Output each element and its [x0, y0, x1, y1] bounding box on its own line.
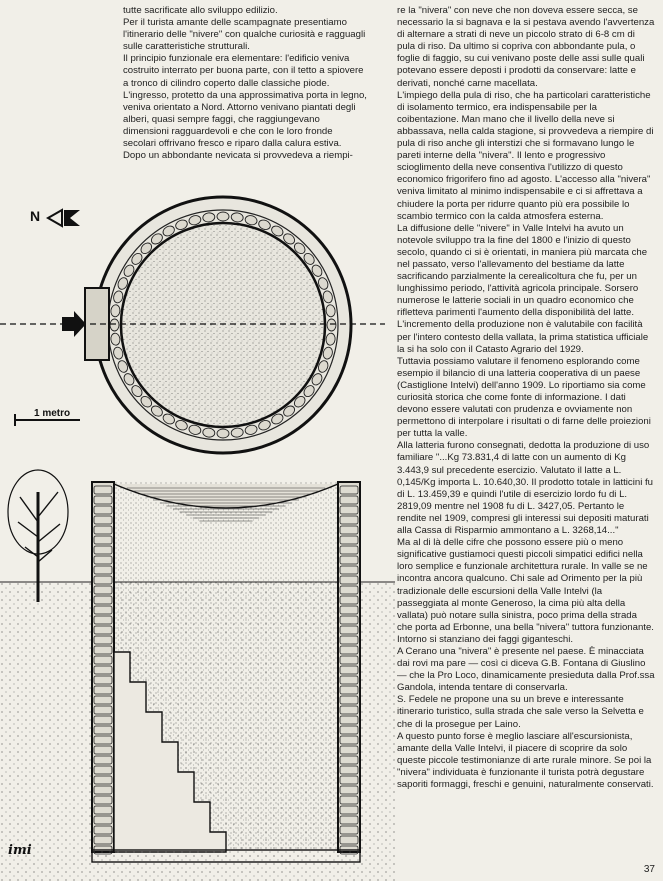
wall-stone — [217, 429, 229, 438]
paragraph: tutte sacrificate allo sviluppo edilizio. — [123, 5, 278, 16]
floor — [92, 850, 360, 862]
wall-stone — [217, 212, 229, 221]
left-text-column — [123, 5, 368, 162]
wall-stone — [327, 319, 336, 331]
scale-label: 1 metro — [34, 408, 71, 419]
paragraph: S. Fedele ne propone una su un breve e interessante itinerario turistico, sulla strada che sale verso la Selvetta e che di la prosegue per Laino. — [397, 694, 644, 730]
nivera-section-drawing — [0, 462, 395, 881]
paragraph: Per il turista amante delle scampagnate presentiamo l'itinerario delle "nivere" con qualche curiosità e ragguagli sulle caratteristiche strutturali. — [123, 17, 366, 53]
paragraph: Ma al di là delle cifre che possono essere più o meno significative gustiamoci questi piccoli simpatici edifici nella loro semplice e funzionale architettura rurale. In valle se ne incontra ancora qualcuno. Chi sale ad Orimento per la più tradizionale delle escursioni della Valle Intelvi (la passeggiata al monte Generoso, la cima più alta della vallata) può notare sulla sinistra, poco prima della strada che porta ad Erbonne, una bella "nivera" tuttora funzionante. Intorno si stanziano dei faggi giganteschi. — [397, 537, 654, 645]
wall-stone — [110, 319, 119, 331]
paragraph: Il principio funzionale era elementare: l'edificio veniva costruito interrato per buona parte, con il tetto a spiovere a tronco di cilindro coperto dalle classiche piode. — [123, 53, 364, 89]
right-text-column — [397, 5, 655, 857]
paragraph: A questo punto forse è meglio lasciare all'escursionista, amante della Valle Intelvi, il piacere di scoprire da solo queste piccole testimonianze di arte rurale minore. Se poi la "nivera" individuata è funzionante il turista potrà degustare saporiti formaggi, freschi e genuini, naturalmente conservati. — [397, 730, 654, 790]
paragraph: re la "nivera" con neve che non doveva essere secca, se necessario la si bagnava e la si pestava avendo l'avvertenza di alternare a strati di neve un piccolo strato di 6-8 cm di pula di riso. Da ultimo si copriva con abbondante pula, o foglie di faggio, su cui venivano poste delle assi sulle quali potevano essere deposti i prodotti da conservare: latte e derivati, nonché carne macellata. — [397, 5, 655, 89]
inner-floor — [121, 223, 325, 427]
paragraph: L'impiego della pula di riso, che ha particolari caratteristiche di isolamento termico, era indispensabile per la coibentazione. Man mano che il livello della neve si abbassava, nella calda stagione, si provvedeva a riempire di pula di riso anche gli interstizi che si formavano lungo le pareti interne della "nivera". Il lento e progressivo scioglimento della neve consentiva l'utilizzo di questo economico frigorifero fino ad agosto. L'accesso alla "nivera" veniva limitato al minimo indispensabile e ci si affrettava a chiudere la porta per ridurre quanto più era possibile lo scambio termico con la calda atmosfera esterna. — [397, 89, 654, 222]
paragraph: La diffusione delle "nivere" in Valle Intelvi ha avuto un notevole sviluppo tra la fine del 1800 e l'inizio di questo secolo, quando ci si è orientati, in maniera più marcata che nel passato, verso l'allevamento del bestiame da latte sacrificando parzialmente la cerealicoltura che fu, per un lunghissimo periodo, l'attività agricola principale. Sorsero numerose le latterie sociali in un quadro economico che rifletteva parimenti l'aumento della disponibilità del latte. L'incremento della produzione non è valutabile con facilità per l'intero contesto della vallata, la prima statistica ufficiale la si ha solo con il Catasto Agrario del 1929. — [397, 222, 649, 355]
arrow-icon — [62, 311, 86, 337]
paragraph: A Cerano una "nivera" è presente nel paese. È minacciata dai rovi ma pare — così ci diceva G.B. Fontana di Giuslino — che la Pro Loco, dinamicamente presieduta dalla Prof.ssa Gandola, intenda tentare di conservarla. — [397, 645, 655, 694]
paragraph: L'ingresso, protetto da una approssimativa porta in legno, veniva orientato a Nord. Attorno venivano piantati degli alberi, quasi sempre faggi, che raggiungevano dimensioni ragguardevoli e che con le loro fronde secolari offrivano fresco e riparo dalla calura estiva. — [123, 89, 367, 150]
paragraph: Alla latteria furono consegnati, dedotta la produzione di uso familiare "...Kg 73.831,4 di latte con un aumento di Kg 3.443,9 sul precedente esercizio. Valutato il latte a L. 0,145/Kg importa L. 10.640,30. Il prodotto totale in latticini fu di L. 13.459,39 e quindi l'utile di esercizio lordo fu di L. 2819,09 mentre nel 1908 fu di L. 3427,05. Pertanto le rendite nel 1909, compresi gli interessi sui depositi maturati alla Cassa di Risparmio ammontano a L. 3268,14..." — [397, 440, 653, 537]
paragraph: Dopo un abbondante nevicata si provvedeva a riempi- — [123, 150, 353, 162]
artist-signature: imi — [8, 843, 32, 858]
page-number: 37 — [643, 864, 655, 875]
north-arrow-icon — [48, 210, 62, 226]
north-label: N — [30, 208, 41, 224]
paragraph: Tuttavia possiamo valutare il fenomeno esplorando come esempio il bilancio di una latteria cooperativa di un paese (Castiglione Intelvi) dell'anno 1909. Lo riportiamo sia come curiosità storica che come fonte di informazione. I dati devono essere valutati con prudenza e ovviamente non permettono di interpolare i risultati o di farne delle proiezioni per tutta la valle. — [397, 355, 651, 440]
